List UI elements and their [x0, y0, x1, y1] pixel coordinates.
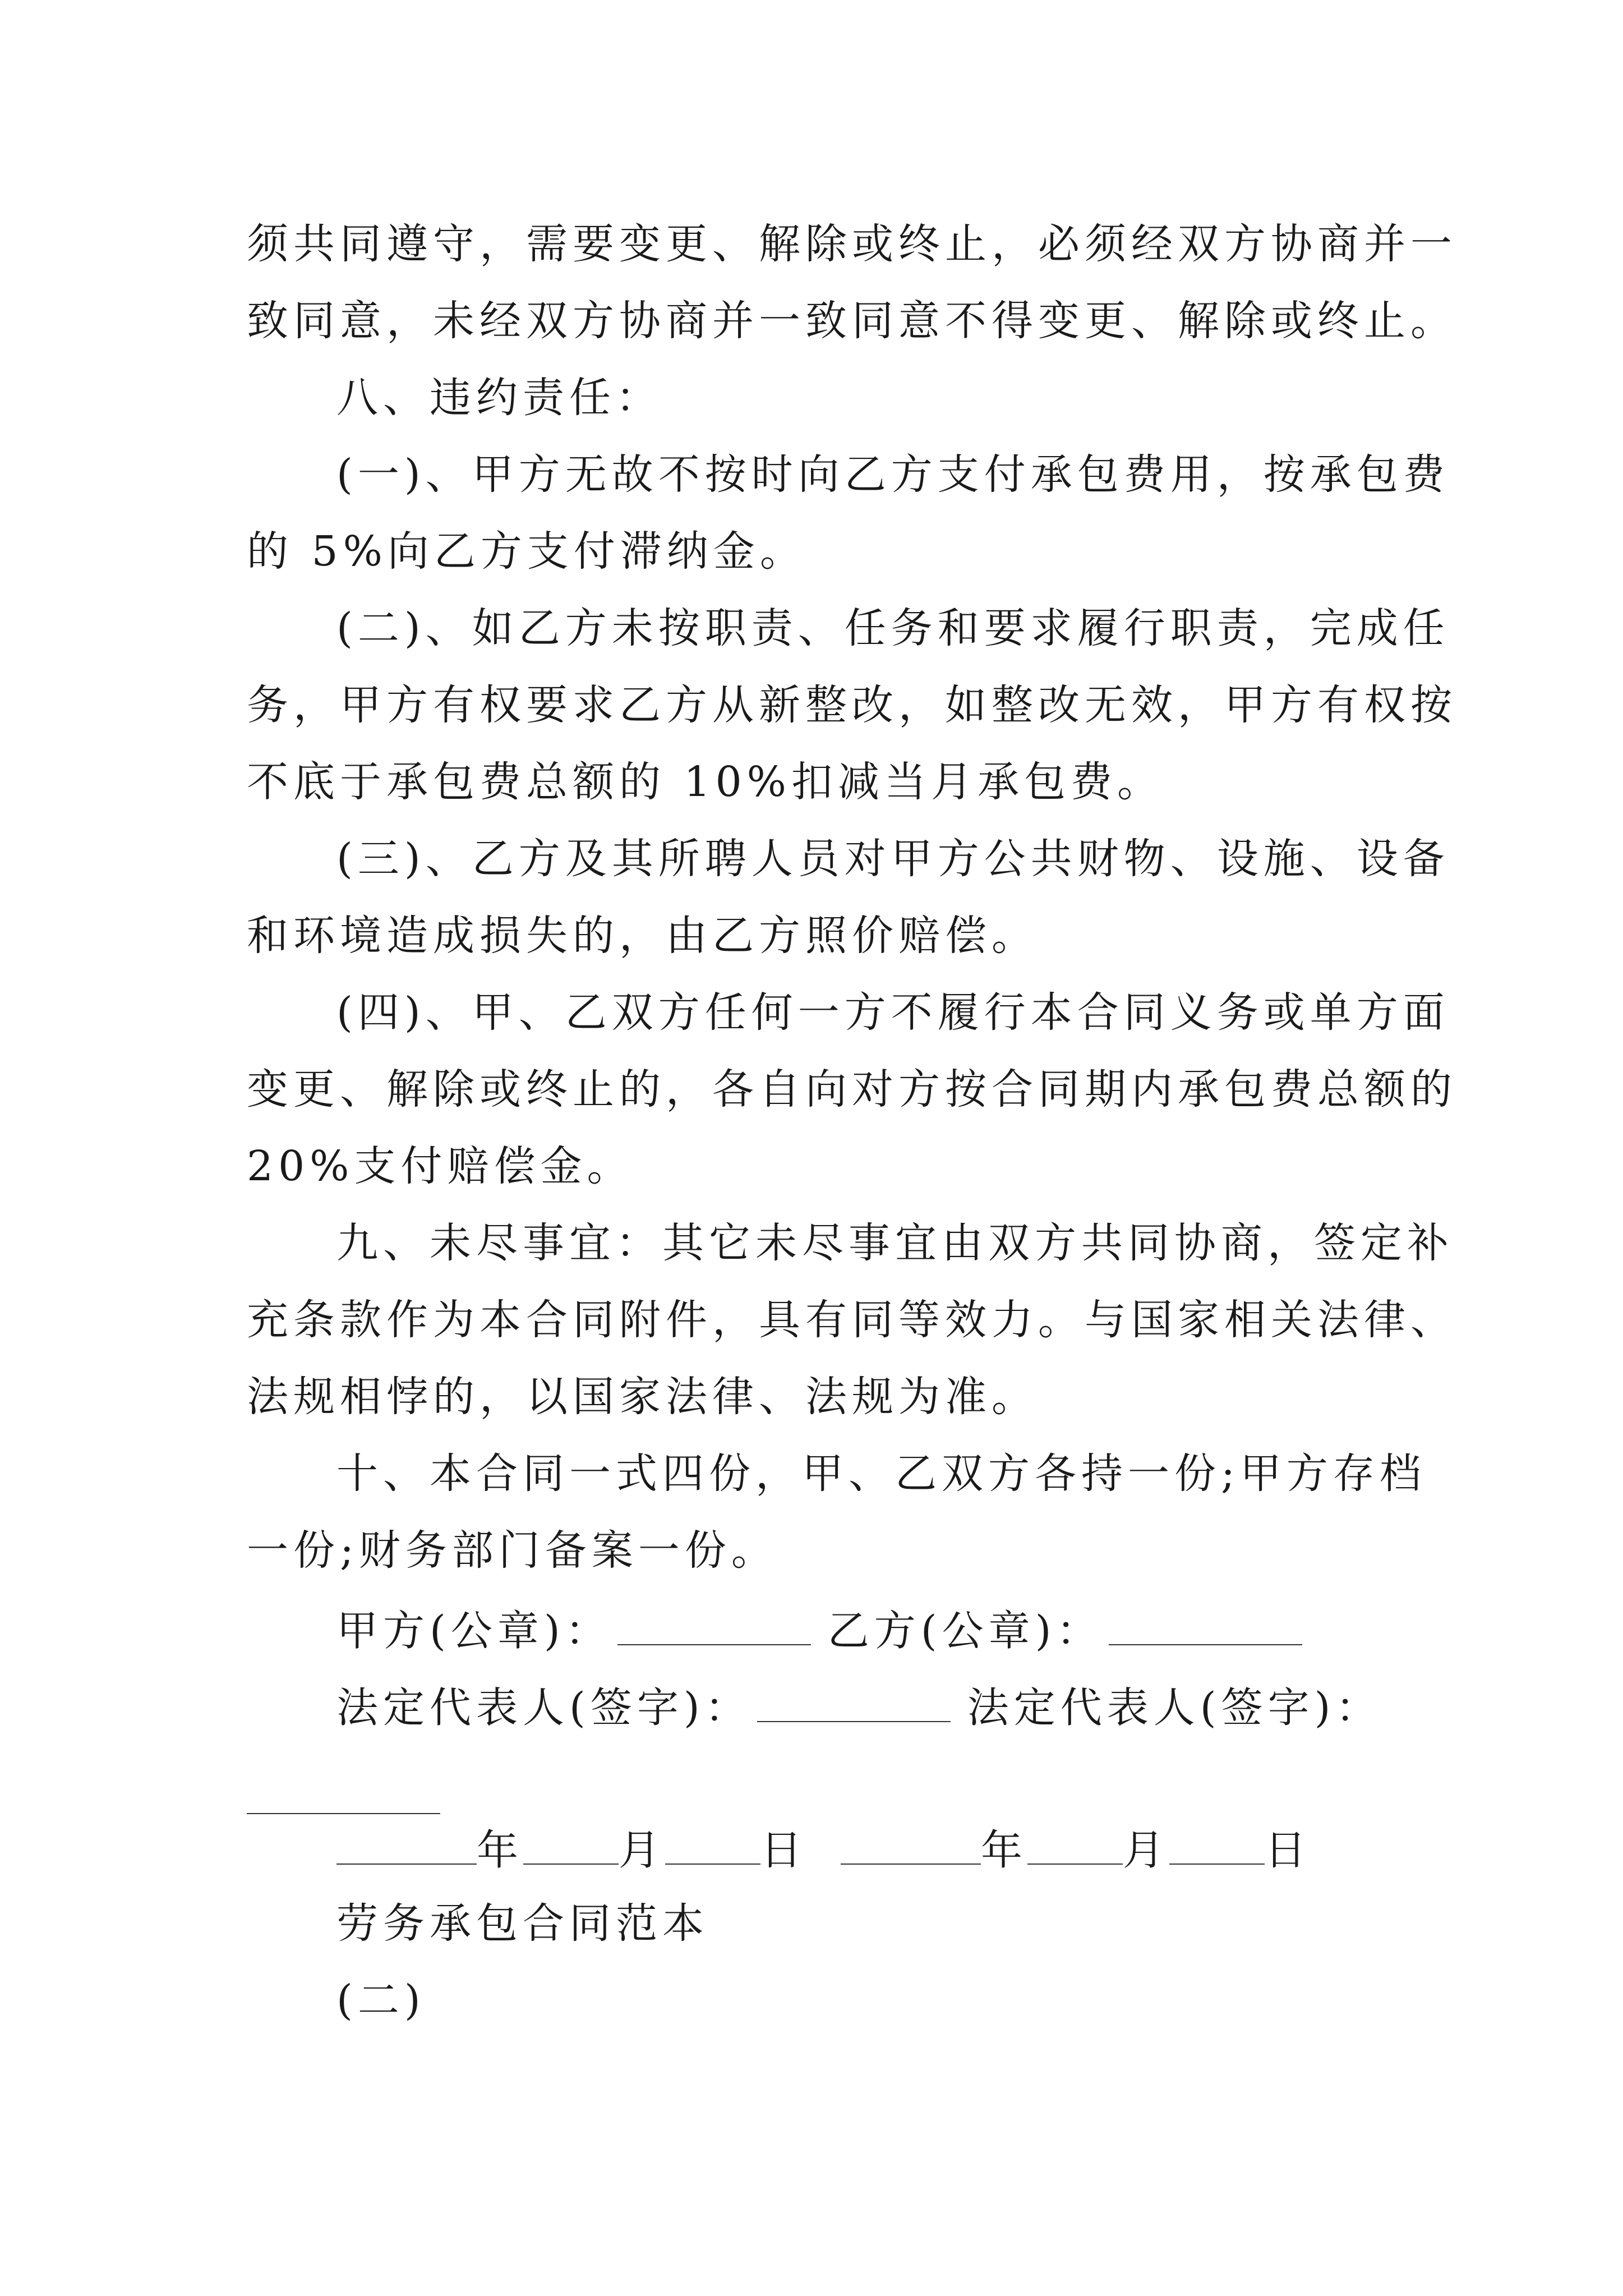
year-label-b: 年 — [981, 1826, 1027, 1875]
paragraph-line: 九、未尽事宜：其它未尽事宜由双方共同协商，签定补 — [336, 1219, 1454, 1267]
representative-row — [336, 1683, 1382, 1732]
paragraph-line: 和环境造成损失的，由乙方照价赔偿。 — [247, 912, 1038, 960]
paragraph-line: 务，甲方有权要求乙方从新整改，如整改无效，甲方有权按 — [247, 681, 1457, 729]
paragraph-line: 的 5%向乙方支付滞纳金。 — [247, 527, 806, 576]
paragraph-line: (一)、甲方无故不按时向乙方支付承包费用，按承包费 — [336, 450, 1450, 499]
section-heading-breach: 八、违约责任： — [336, 374, 662, 422]
party-a-rep-label: 法定代表人(签字)： — [336, 1683, 751, 1732]
month-blank-a — [523, 1826, 619, 1865]
day-label-b: 日 — [1265, 1826, 1311, 1875]
party-a-rep-blank — [757, 1683, 951, 1722]
year-blank-b — [841, 1826, 981, 1865]
party-b-seal-blank — [1109, 1607, 1302, 1645]
party-b-rep-label: 法定代表人(签字)： — [967, 1683, 1382, 1732]
paragraph-line: (四)、甲、乙双方任何一方不履行本合同义务或单方面 — [336, 988, 1450, 1037]
paragraph-line: 十、本合同一式四份，甲、乙双方各持一份;甲方存档 — [336, 1450, 1426, 1498]
day-label-a: 日 — [760, 1826, 807, 1875]
day-blank-b — [1169, 1826, 1265, 1865]
paragraph-line: (二)、如乙方未按职责、任务和要求履行职责，完成任 — [336, 604, 1450, 652]
day-blank-a — [665, 1826, 760, 1865]
paragraph-line: 致同意，未经双方协商并一致同意不得变更、解除或终止。 — [247, 297, 1457, 345]
paragraph-line: 变更、解除或终止的，各自向对方按合同期内承包费总额的 — [247, 1065, 1457, 1114]
year-blank-a — [336, 1826, 477, 1865]
seal-row — [336, 1607, 1319, 1655]
paragraph-line: 须共同遵守，需要变更、解除或终止，必须经双方协商并一 — [247, 220, 1457, 268]
paragraph-line: 充条款作为本合同附件，具有同等效力。与国家相关法律、 — [247, 1296, 1457, 1344]
paragraph-line: 20%支付赔偿金。 — [247, 1142, 634, 1190]
party-a-seal-label: 甲方(公章)： — [336, 1607, 612, 1655]
party-b-rep-blank — [247, 1813, 440, 1814]
party-b-seal-label: 乙方(公章)： — [827, 1607, 1103, 1655]
paragraph-line: 法规相悖的，以国家法律、法规为准。 — [247, 1373, 1038, 1421]
year-label-a: 年 — [477, 1826, 523, 1875]
document-subheading: (二) — [336, 1976, 426, 2024]
paragraph-line: (三)、乙方及其所聘人员对甲方公共财物、设施、设备 — [336, 835, 1450, 883]
month-label-a: 月 — [619, 1826, 665, 1875]
date-row — [336, 1826, 1311, 1875]
month-blank-b — [1027, 1826, 1123, 1865]
document-heading: 劳务承包合同范本 — [336, 1899, 709, 1948]
party-a-seal-blank — [617, 1607, 811, 1645]
paragraph-line: 不底于承包费总额的 10%扣减当月承包费。 — [247, 758, 1164, 806]
month-label-b: 月 — [1123, 1826, 1169, 1875]
paragraph-line: 一份;财务部门备案一份。 — [247, 1526, 778, 1575]
